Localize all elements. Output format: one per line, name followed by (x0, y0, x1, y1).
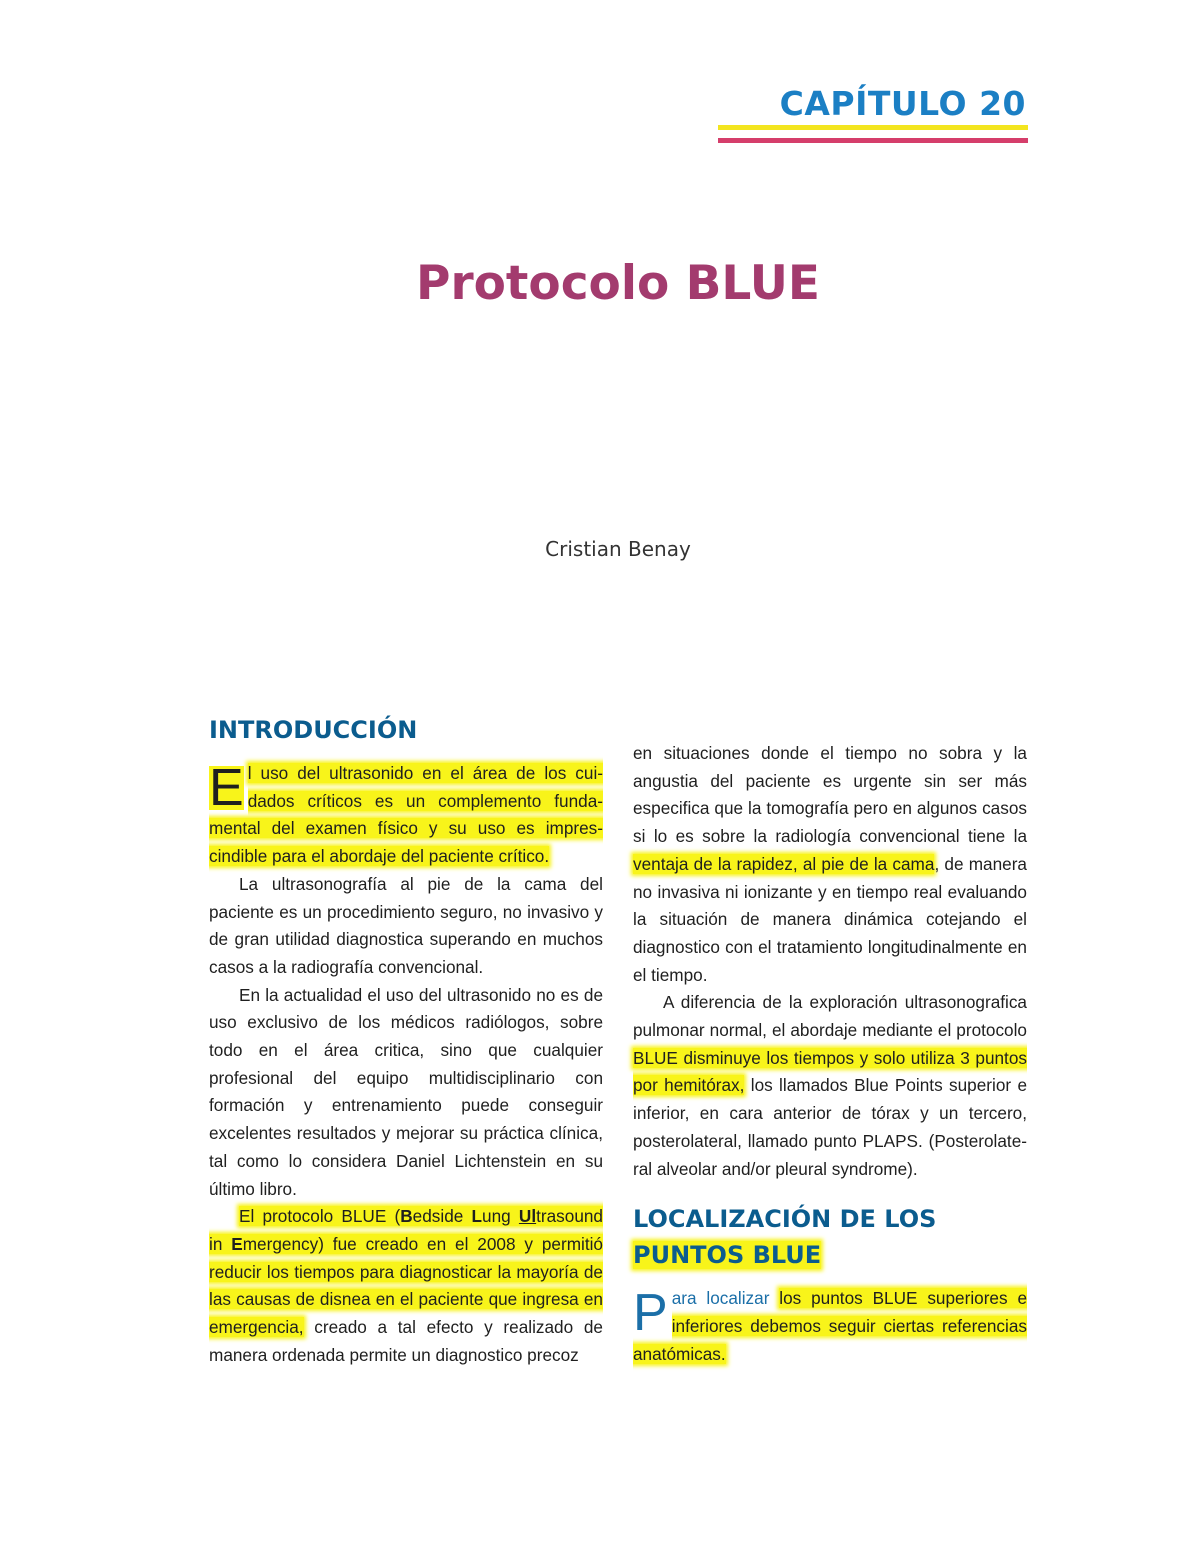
author: Cristian Benay (545, 537, 691, 561)
p4-b: B (400, 1206, 413, 1227)
intro-heading: INTRODUCCIÓN (209, 716, 418, 744)
p4-text-d: creado a tal efecto y realizado de manera ordenada permite un diagnostico precoz (209, 1317, 603, 1365)
left-column (209, 712, 603, 1369)
intro-p1-highlight: l uso del ultrasonido en el área de los cuidados críticos es un complemento fundamental del examen físico y su uso es imprescindible para el abordaje del paciente crítico. (209, 763, 603, 867)
localization-heading (633, 1201, 1027, 1273)
right-p2-b: los llamados Blue Points superior e inferior, en cara anterior de tórax y un tercero, posterolateral, llamado punto PLAPS. (Posterolateral alveolar and/or pleural syndrome). (633, 1075, 1027, 1179)
p4-text-c: ) fue creado en el 2008 y permitió reducir los tiempos para diagnosticar la mayoría de las causas de disnea en el paciente que ingresa en emergencia, (209, 1233, 603, 1338)
right-p2-a: A diferencia de la exploración ultrasonografica pulmonar normal, el abordaje mediante el protocolo (633, 992, 1027, 1041)
chapter-bar-yellow (718, 125, 1028, 130)
right-paragraph-3 (633, 1285, 1027, 1368)
p4-l: L (471, 1206, 483, 1227)
chapter-label: CAPÍTULO 20 (779, 84, 1026, 123)
right-p1-b: , de manera no invasiva ni ionizante y en tiempo real evaluando la situación de manera dinámica cotejando el diagnostico con el tratamiento longitudinalmente en el tiempo. (633, 853, 1027, 985)
intro-paragraph-1 (209, 760, 603, 871)
chapter-bar-pink (718, 138, 1028, 143)
p4-e: E (231, 1233, 243, 1254)
p4-edside: edside (412, 1206, 472, 1227)
right-column (633, 740, 1027, 1368)
intro-paragraph-4 (209, 1203, 603, 1369)
dropcap-p: P (633, 1284, 668, 1343)
page-title: Protocolo BLUE (416, 256, 820, 311)
right-p2-highlight: BLUE disminuye los tiempos y solo utiliza 3 puntos por hemitórax, (633, 1047, 1027, 1096)
right-p3-highlight: los puntos BLUE superiores e inferiores debemos seguir ciertas referencias anatómicas. (633, 1288, 1028, 1364)
p4-trasound: trasound (536, 1206, 603, 1227)
right-paragraph-2 (633, 989, 1027, 1183)
p4-mergency: mergency (242, 1233, 319, 1254)
localization-heading-line1: LOCALIZACIÓN DE LOS (633, 1205, 937, 1234)
p4-in: in (209, 1233, 232, 1254)
p4-ung: ung (482, 1206, 519, 1227)
intro-paragraph-2: La ultrasonografía al pie de la cama del paciente es un procedimiento seguro, no invasivo y de gran utilidad diagnostica superando en muchos casos a la radiografía convencional. (209, 873, 603, 977)
intro-paragraph-3: En la actualidad el uso del ultrasonido no es de uso exclusivo de los médicos radiólogos, sobre todo en el área critica, sino que cualquier profesional del equipo multidisciplinario con formación y entrenamiento puede conseguir excelentes resultados y mejorar su práctica clínica, tal como lo considera Daniel Lichtenstein en su último libro. (209, 984, 603, 1199)
right-p3-a: ara localizar (671, 1288, 780, 1309)
right-p1-highlight: ventaja de la rapidez, al pie de la cama (633, 853, 935, 874)
right-paragraph-1 (633, 740, 1027, 989)
right-p1-a: en situaciones donde el tiempo no sobra y la angustia del paciente es urgente sin ser más especifica que la tomografía pero en algunos casos si lo es sobre la radiología convencional tiene la (633, 743, 1027, 847)
dropcap-e: E (209, 759, 244, 817)
localization-heading-line2: PUNTOS BLUE (633, 1241, 822, 1270)
p4-text-a: El protocolo BLUE ( (239, 1206, 401, 1227)
p4-ul: Ul (518, 1206, 537, 1227)
